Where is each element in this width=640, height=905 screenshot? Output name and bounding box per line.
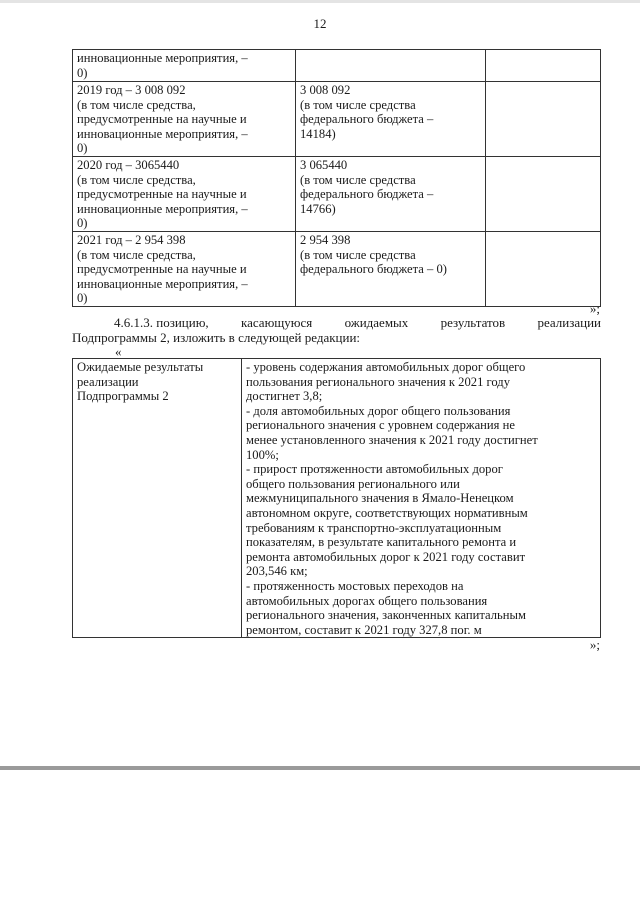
table-row bbox=[73, 359, 601, 638]
funding-extra-cell bbox=[486, 231, 601, 306]
funding-federal-cell bbox=[296, 50, 486, 82]
paragraph-word: реализации bbox=[537, 315, 601, 330]
table-row bbox=[73, 231, 601, 306]
opening-quote: « bbox=[115, 344, 122, 359]
expected-results-table bbox=[72, 358, 601, 638]
closing-quote: »; bbox=[589, 301, 600, 316]
table-row bbox=[73, 156, 601, 231]
results-text-cell: - уровень содержания автомобильных дорог общего пользования регионального значения к 2021 году достигнет 3,8; - доля автомобильных дорог общего пользования регионального значения с уровнем содержания не менее установленного значения к 2021 году достигнет 100%; - прирост протяженности автомобильных дорог общего пользования регионального или межмуниципального значения в Ямало-Ненецком автономном округе, соответствующих нормативным требованиям к транспортно-эксплуатационным показателям, в результате капитального ремонта и ремонта автомобильных дорог к 2021 году составит 203,546 км; - протяженность мостовых переходов на автомобильных дорогах общего пользования регионального значения, законченных капитальным ремонтом, составит к 2021 году 327,8 пог. м bbox=[242, 359, 601, 638]
funding-federal-cell: 3 008 092 (в том числе средства федерального бюджета – 14184) bbox=[296, 82, 486, 157]
funding-federal-cell: 3 065440 (в том числе средства федерального бюджета – 14766) bbox=[296, 156, 486, 231]
paragraph-word: касающуюся bbox=[240, 315, 313, 330]
table-row bbox=[73, 50, 601, 82]
paragraph-first-line bbox=[72, 315, 601, 330]
paragraph-word: результатов bbox=[440, 315, 506, 330]
funding-total-cell: 2020 год – 3065440 (в том числе средства, предусмотренные на научные и инновационные мероприятия, – 0) bbox=[73, 156, 296, 231]
funding-federal-cell: 2 954 398 (в том числе средства федерального бюджета – 0) bbox=[296, 231, 486, 306]
paragraph-word: 4.6.1.3. позицию, bbox=[114, 315, 209, 330]
funding-total-cell: 2021 год – 2 954 398 (в том числе средства, предусмотренные на научные и инновационные мероприятия, – 0) bbox=[73, 231, 296, 306]
funding-extra-cell bbox=[486, 82, 601, 157]
funding-table bbox=[72, 49, 601, 307]
amendment-paragraph bbox=[72, 315, 601, 345]
scan-edge bbox=[0, 0, 640, 3]
table-row bbox=[73, 82, 601, 157]
paragraph-second-line: Подпрограммы 2, изложить в следующей редакции: bbox=[72, 330, 361, 345]
closing-quote: »; bbox=[589, 637, 600, 652]
page-number: 12 bbox=[313, 16, 327, 31]
funding-total-cell: 2019 год – 3 008 092 (в том числе средства, предусмотренные на научные и инновационные мероприятия, – 0) bbox=[73, 82, 296, 157]
paragraph-word: ожидаемых bbox=[344, 315, 409, 330]
results-label-cell: Ожидаемые результаты реализации Подпрограммы 2 bbox=[73, 359, 242, 638]
funding-total-cell: инновационные мероприятия, – 0) bbox=[73, 50, 296, 82]
funding-extra-cell bbox=[486, 50, 601, 82]
funding-extra-cell bbox=[486, 156, 601, 231]
